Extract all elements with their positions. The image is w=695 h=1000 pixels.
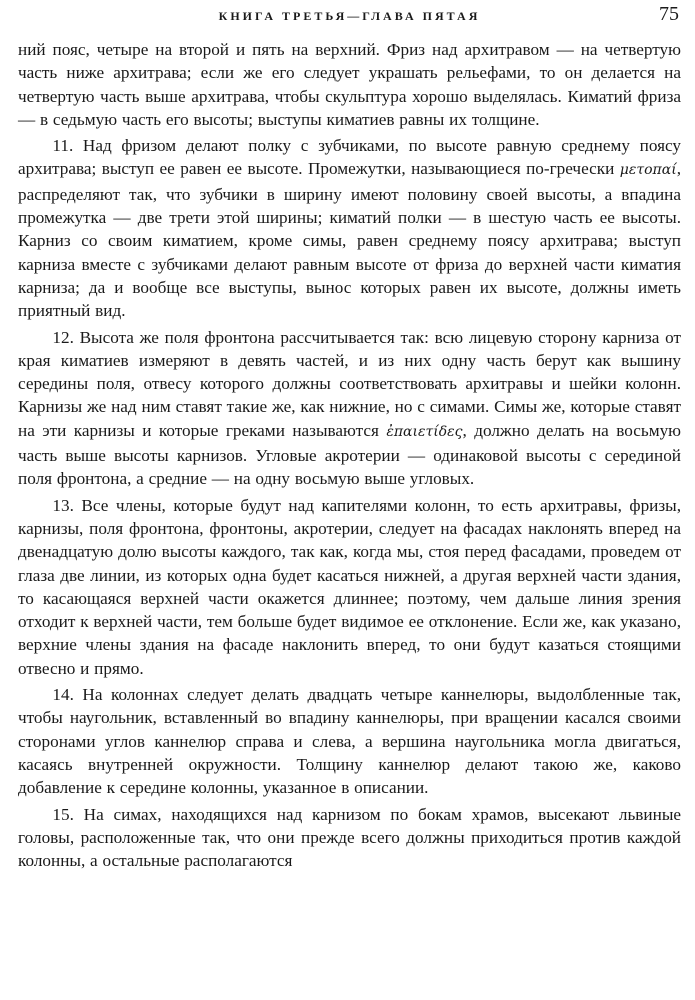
chapter-title: КНИГА ТРЕТЬЯ—ГЛАВА ПЯТАЯ: [218, 9, 481, 23]
paragraph-section-12: [18, 326, 681, 491]
paragraph-text: 11. Над фризом делают полку с зубчиками, по высоте равную среднему поясу архитрава; выступ ее равен ее высоте. Промежутки, называющиеся по-гречески: [18, 136, 681, 179]
paragraph-section-13: 13. Все члены, которые будут над капителями колонн, то есть архитравы, фризы, карнизы, поля фронтона, фронтоны, акротерии, следует на фасадах наклонять вперед на двенадцатую долю высоты каждого, так как, когда мы, стоя перед фасадами, проведем от глаза две линии, из которых одна будет касаться нижней, а другая верхней части здания, то касающаяся верхней части окажется длиннее; поэтому, чем дальше линия зрения отходит к верхней части, тем больше будет видимое ее отклонение. Если же, как указано, верхние члены здания на фасаде наклонить вперед, то они будут казаться стоящими отвесно и прямо.: [18, 495, 681, 678]
paragraph-section-14: 14. На колоннах следует делать двадцать четыре каннелюры, выдолбленные так, чтобы наугольник, вставленный во впадину каннелюры, при вращении касался своими сторонами углов каннелюр справа и слева, а вершина наугольника могла двигаться, касаясь внутренней окружности. Толщину каннелюр делают такою же, каково добавление к середине колонны, указанное в описании.: [18, 685, 681, 798]
greek-term-metopai: μετοπαί: [619, 162, 677, 179]
running-head: [18, 0, 681, 38]
paragraph-continuation: ний пояс, четыре на второй и пять на верхний. Фриз над архитравом — на четвертую часть ниже архитрава; если же его следует украшать рельефами, то он делается на четвертую часть выше архитрава, чтобы скульптура хорошо выделялась. Киматий фриза — в седьмую часть его высоты; выступы киматиев равны их толщине.: [18, 40, 681, 129]
page-number: 75: [659, 3, 679, 25]
paragraph-section-11: [18, 134, 681, 322]
paragraph-text: , должно делать на восьмую часть выше высоты карнизов. Угловые акротерии — одинаковой высоты с серединой поля фронтона, а средние — на одну восьмую выше угловых.: [18, 420, 681, 489]
body-text: [18, 38, 681, 872]
paragraph-text: , распределяют так, что зубчики в ширину имеют половину своей высоты, а впадина промежутка — две трети этой ширины; киматий полки — в шестую часть ее высоты. Карниз со своим киматием, кроме симы, равен среднему поясу архитрава; выступ карниза вместе с зубчиками делают равным высоте от фриза до верхней части киматия карниза; да и вообще все выступы, вынос которых равен их высоте, должны иметь приятный вид.: [18, 159, 681, 321]
greek-term-epaietides: ἐπαιετίδες: [386, 423, 463, 440]
paragraph-text: 12. Высота же поля фронтона рассчитывается так: всю лицевую сторону карниза от края киматиев измеряют в девять частей, и из них одну часть берут как вышину середины поля, отвесу которого должны соответствовать архитравы и шейки колонн. Карнизы же над ним ставят такие же, как нижние, но с симами. Симы же, которые ставят на эти карнизы и которые греками называются: [18, 327, 681, 440]
paragraph-section-15: 15. На симах, находящихся над карнизом по бокам храмов, высекают львиные головы, расположенные так, что они прежде всего должны приходиться против каждой колонны, а остальные располагаются: [18, 804, 681, 871]
